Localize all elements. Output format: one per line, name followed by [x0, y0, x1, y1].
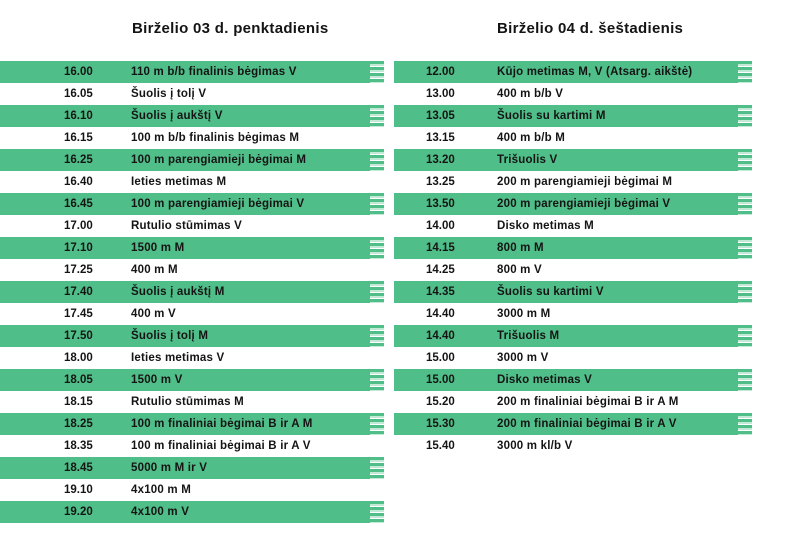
event-name: 100 m b/b finalinis bėgimas M	[131, 132, 300, 144]
event-time: 13.05	[426, 110, 455, 122]
event-name: Šuolis į aukštį V	[131, 110, 223, 122]
schedule-list	[394, 61, 738, 457]
event-name: Kūjo metimas M, V (Atsarg. aikštė)	[497, 66, 693, 78]
event-name: Šuolis į tolį M	[131, 330, 209, 342]
event-name: 110 m b/b finalinis bėgimas V	[131, 66, 297, 78]
schedule-row	[0, 259, 370, 281]
event-name: Šuolis į aukštį M	[131, 286, 225, 298]
event-name: Šuolis su kartimi M	[497, 110, 606, 122]
event-name: Šuolis į tolį V	[131, 88, 207, 100]
schedule-row	[0, 413, 370, 435]
event-time: 16.10	[64, 110, 93, 122]
event-time: 14.40	[426, 330, 455, 342]
schedule-row	[0, 479, 370, 501]
event-name: Disko metimas V	[497, 374, 593, 386]
event-time: 14.35	[426, 286, 455, 298]
schedule-row	[394, 61, 738, 83]
event-name: 200 m finaliniai bėgimai B ir A M	[497, 396, 679, 408]
event-time: 13.00	[426, 88, 455, 100]
event-name: 1500 m V	[131, 374, 183, 386]
schedule-row	[394, 303, 738, 325]
schedule-row	[0, 237, 370, 259]
event-name: 200 m parengiamieji bėgimai V	[497, 198, 671, 210]
event-time: 13.50	[426, 198, 455, 210]
schedule-row	[0, 105, 370, 127]
schedule-row	[394, 171, 738, 193]
event-name: Rutulio stūmimas V	[131, 220, 242, 232]
event-time: 18.35	[64, 440, 93, 452]
event-name: 400 m b/b V	[497, 88, 564, 100]
event-name: 3000 m M	[497, 308, 551, 320]
schedule-row	[0, 369, 370, 391]
event-time: 17.10	[64, 242, 93, 254]
event-time: 18.45	[64, 462, 93, 474]
schedule-row	[394, 83, 738, 105]
event-time: 15.40	[426, 440, 455, 452]
event-name: Disko metimas M	[497, 220, 594, 232]
event-name: Ieties metimas M	[131, 176, 227, 188]
schedule-row	[0, 61, 370, 83]
event-name: 100 m finaliniai bėgimai B ir A M	[131, 418, 313, 430]
event-time: 15.00	[426, 352, 455, 364]
event-time: 13.15	[426, 132, 455, 144]
schedule-row	[394, 215, 738, 237]
schedule-row	[0, 303, 370, 325]
event-name: 800 m V	[497, 264, 542, 276]
event-time: 13.20	[426, 154, 455, 166]
schedule-row	[394, 127, 738, 149]
schedule-row	[0, 127, 370, 149]
event-name: Šuolis su kartimi V	[497, 286, 604, 298]
event-time: 16.05	[64, 88, 93, 100]
event-name: 200 m finaliniai bėgimai B ir A V	[497, 418, 677, 430]
schedule-list	[0, 61, 370, 523]
event-name: Rutulio stūmimas M	[131, 396, 244, 408]
schedule-row	[0, 457, 370, 479]
schedule-row	[394, 237, 738, 259]
event-time: 17.00	[64, 220, 93, 232]
event-name: 200 m parengiamieji bėgimai M	[497, 176, 673, 188]
schedule-row	[0, 83, 370, 105]
event-name: 5000 m M ir V	[131, 462, 208, 474]
event-time: 16.00	[64, 66, 93, 78]
event-name: 800 m M	[497, 242, 544, 254]
schedule-row	[0, 193, 370, 215]
schedule-row	[0, 435, 370, 457]
event-time: 14.25	[426, 264, 455, 276]
event-time: 14.15	[426, 242, 455, 254]
event-name: 400 m M	[131, 264, 178, 276]
schedule-row	[394, 193, 738, 215]
schedule-row	[394, 413, 738, 435]
schedule-row	[394, 259, 738, 281]
event-time: 12.00	[426, 66, 455, 78]
schedule-row	[394, 347, 738, 369]
event-name: 3000 m V	[497, 352, 549, 364]
event-name: 3000 m kl/b V	[497, 440, 573, 452]
event-time: 16.15	[64, 132, 93, 144]
schedule-row	[0, 391, 370, 413]
event-time: 18.00	[64, 352, 93, 364]
event-time: 16.40	[64, 176, 93, 188]
event-time: 16.45	[64, 198, 93, 210]
event-time: 19.10	[64, 484, 93, 496]
event-time: 13.25	[426, 176, 455, 188]
event-name: 400 m b/b M	[497, 132, 566, 144]
event-name: Trišuolis V	[497, 154, 558, 166]
event-time: 15.30	[426, 418, 455, 430]
schedule-row	[394, 369, 738, 391]
day-title: Birželio 03 d. penktadienis	[132, 20, 329, 37]
schedule-row	[394, 281, 738, 303]
event-name: 100 m parengiamieji bėgimai V	[131, 198, 305, 210]
event-name: Trišuolis M	[497, 330, 560, 342]
event-time: 18.25	[64, 418, 93, 430]
event-name: 4x100 m V	[131, 506, 190, 518]
event-time: 17.25	[64, 264, 93, 276]
event-time: 17.50	[64, 330, 93, 342]
schedule-row	[0, 171, 370, 193]
event-name: 100 m parengiamieji bėgimai M	[131, 154, 307, 166]
event-time: 17.40	[64, 286, 93, 298]
schedule-row	[394, 149, 738, 171]
event-time: 18.15	[64, 396, 93, 408]
schedule-row	[0, 325, 370, 347]
schedule-row	[0, 501, 370, 523]
event-time: 15.00	[426, 374, 455, 386]
event-time: 17.45	[64, 308, 93, 320]
event-time: 18.05	[64, 374, 93, 386]
schedule-row	[394, 325, 738, 347]
schedule-row	[0, 347, 370, 369]
schedule-row	[394, 435, 738, 457]
schedule-row	[394, 105, 738, 127]
event-time: 14.40	[426, 308, 455, 320]
event-name: 4x100 m M	[131, 484, 191, 496]
event-time: 14.00	[426, 220, 455, 232]
schedule-row	[394, 391, 738, 413]
event-time: 16.25	[64, 154, 93, 166]
schedule-row	[0, 149, 370, 171]
event-name: Ieties metimas V	[131, 352, 225, 364]
schedule-row	[0, 215, 370, 237]
event-time: 15.20	[426, 396, 455, 408]
event-name: 100 m finaliniai bėgimai B ir A V	[131, 440, 311, 452]
event-name: 1500 m M	[131, 242, 185, 254]
schedule-row	[0, 281, 370, 303]
event-time: 19.20	[64, 506, 93, 518]
event-name: 400 m V	[131, 308, 176, 320]
day-title: Birželio 04 d. šeštadienis	[497, 20, 684, 37]
